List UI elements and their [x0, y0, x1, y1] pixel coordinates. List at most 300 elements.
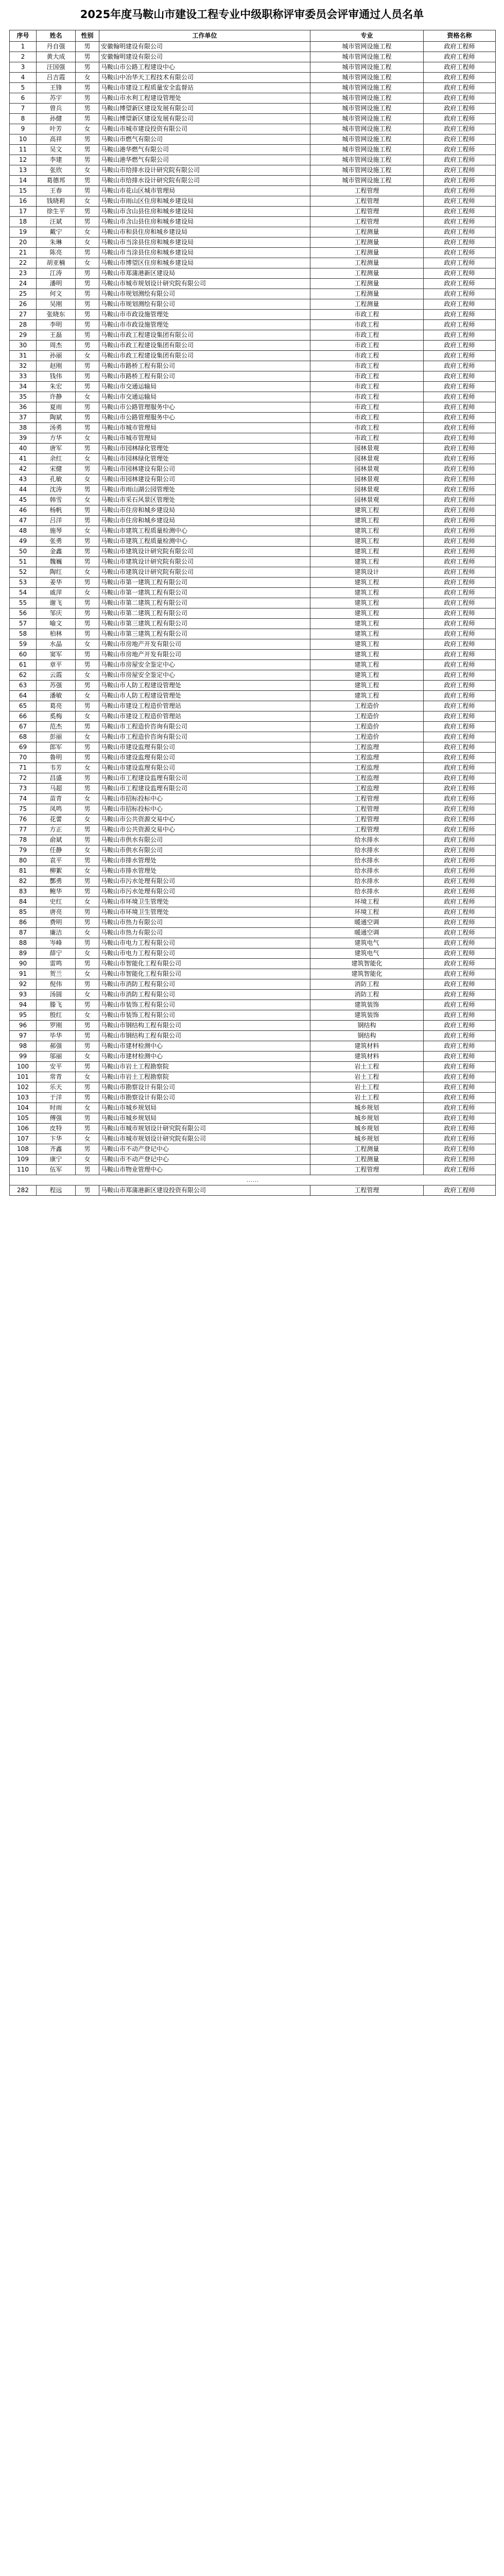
cell-employer: 马鞍山市建材检测中心	[99, 1052, 310, 1062]
cell-gender: 男	[76, 701, 99, 711]
cell-employer: 安徽翰明建设有限公司	[99, 42, 310, 52]
cell-gender: 女	[76, 124, 99, 134]
table-row	[10, 474, 496, 485]
cell-qualification: 政府工程师	[424, 588, 496, 598]
table-row	[10, 526, 496, 536]
cell-index: 24	[10, 279, 37, 289]
cell-qualification: 政府工程师	[424, 1124, 496, 1134]
cell-specialty: 建筑工程	[310, 681, 424, 691]
table-row	[10, 93, 496, 104]
cell-employer: 马鞍山市钢结构工程有限公司	[99, 1021, 310, 1031]
cell-index: 29	[10, 330, 37, 341]
cell-gender: 女	[76, 73, 99, 83]
cell-gender: 男	[76, 887, 99, 897]
cell-specialty: 城市管网设施工程	[310, 155, 424, 165]
cell-name: 吕洋	[37, 516, 76, 526]
cell-employer: 马鞍山市工程造价咨询有限公司	[99, 732, 310, 742]
cell-name: 倪伟	[37, 979, 76, 990]
cell-name: 窦军	[37, 650, 76, 660]
cell-name: 潘敏	[37, 691, 76, 701]
cell-name: 施琴	[37, 526, 76, 536]
cell-specialty: 给水排水	[310, 856, 424, 866]
cell-name: 薛宁	[37, 948, 76, 959]
cell-qualification: 政府工程师	[424, 701, 496, 711]
cell-name: 宋健	[37, 464, 76, 474]
table-row	[10, 804, 496, 815]
table-row	[10, 701, 496, 711]
cell-employer: 马鞍山市招标投标中心	[99, 804, 310, 815]
cell-name: 李建	[37, 155, 76, 165]
cell-qualification: 政府工程师	[424, 42, 496, 52]
cell-index: 101	[10, 1072, 37, 1082]
table-row	[10, 598, 496, 608]
cell-specialty: 岩土工程	[310, 1072, 424, 1082]
cell-employer: 马鞍山市园林绿化管理处	[99, 454, 310, 464]
cell-name: 姜华	[37, 578, 76, 588]
cell-specialty: 环境工程	[310, 897, 424, 907]
cell-specialty: 工程管理	[310, 217, 424, 227]
cell-employer: 马鞍山市不动产登记中心	[99, 1144, 310, 1155]
cell-employer: 马鞍山市博望区住房和城乡建设局	[99, 258, 310, 268]
cell-specialty: 城乡规划	[310, 1124, 424, 1134]
cell-specialty: 建筑工程	[310, 650, 424, 660]
cell-employer: 马鞍山市市政设施管理处	[99, 320, 310, 330]
cell-index: 8	[10, 114, 37, 124]
cell-employer: 马鞍山市和县住房和城乡建设局	[99, 227, 310, 238]
cell-index: 56	[10, 608, 37, 619]
cell-index: 13	[10, 165, 37, 176]
cell-qualification: 政府工程师	[424, 856, 496, 866]
cell-employer: 马鞍山博望新区建设发展有限公司	[99, 104, 310, 114]
cell-qualification: 政府工程师	[424, 279, 496, 289]
cell-index: 83	[10, 887, 37, 897]
cell-name: 彭丽	[37, 732, 76, 742]
cell-employer: 马鞍山市热力有限公司	[99, 918, 310, 928]
cell-name: 水晶	[37, 639, 76, 650]
cell-specialty: 市政工程	[310, 413, 424, 423]
cell-specialty: 给水排水	[310, 835, 424, 845]
cell-qualification: 政府工程师	[424, 979, 496, 990]
cell-qualification: 政府工程师	[424, 165, 496, 176]
cell-specialty: 建筑工程	[310, 619, 424, 629]
table-row	[10, 608, 496, 619]
cell-index: 22	[10, 258, 37, 268]
cell-gender: 男	[76, 907, 99, 918]
cell-index: 99	[10, 1052, 37, 1062]
cell-index: 81	[10, 866, 37, 876]
cell-qualification: 政府工程师	[424, 1052, 496, 1062]
cell-employer: 马鞍山市建筑工程质量检测中心	[99, 536, 310, 547]
cell-specialty: 园林景观	[310, 474, 424, 485]
table-row	[10, 186, 496, 196]
cell-gender: 男	[76, 1165, 99, 1175]
cell-name: 谢飞	[37, 598, 76, 608]
cell-employer: 马鞍山市消防工程有限公司	[99, 990, 310, 1000]
cell-employer: 马鞍山市建材检测中心	[99, 1041, 310, 1052]
cell-employer: 马鞍山市公共资源交易中心	[99, 825, 310, 835]
table-row	[10, 1052, 496, 1062]
cell-name: 陶斌	[37, 413, 76, 423]
cell-gender: 男	[76, 371, 99, 382]
cell-qualification: 政府工程师	[424, 454, 496, 464]
cell-index: 103	[10, 1093, 37, 1103]
cell-name: 唐军	[37, 444, 76, 454]
cell-specialty: 建筑工程	[310, 526, 424, 536]
cell-qualification: 政府工程师	[424, 526, 496, 536]
cell-gender: 女	[76, 1155, 99, 1165]
cell-employer: 马鞍山市物业管理中心	[99, 1165, 310, 1175]
cell-specialty: 工程管理	[310, 794, 424, 804]
cell-qualification: 政府工程师	[424, 289, 496, 299]
cell-gender: 男	[76, 1124, 99, 1134]
cell-qualification: 政府工程师	[424, 938, 496, 948]
cell-qualification: 政府工程师	[424, 495, 496, 505]
cell-specialty: 工程监理	[310, 742, 424, 753]
cell-index: 35	[10, 392, 37, 402]
table-row	[10, 835, 496, 845]
table-row	[10, 134, 496, 145]
table-row	[10, 1144, 496, 1155]
cell-specialty: 工程测量	[310, 268, 424, 279]
table-row	[10, 547, 496, 557]
cell-name: 朱宏	[37, 382, 76, 392]
cell-specialty: 园林景观	[310, 454, 424, 464]
cell-gender: 女	[76, 670, 99, 681]
cell-index: 62	[10, 670, 37, 681]
cell-index: 110	[10, 1165, 37, 1175]
cell-gender: 男	[76, 330, 99, 341]
cell-gender: 男	[76, 268, 99, 279]
cell-name: 王磊	[37, 330, 76, 341]
cell-employer: 马鞍山市雨山湖公园管理处	[99, 485, 310, 495]
cell-qualification: 政府工程师	[424, 866, 496, 876]
cell-employer: 马鞍山市工程造价咨询有限公司	[99, 722, 310, 732]
cell-name: 钱晓莉	[37, 196, 76, 207]
cell-gender: 女	[76, 969, 99, 979]
cell-specialty: 暖通空调	[310, 928, 424, 938]
cell-index: 282	[10, 1185, 37, 1196]
cell-specialty: 市政工程	[310, 351, 424, 361]
cell-gender: 男	[76, 186, 99, 196]
cell-employer: 马鞍山市建设工程造价管理站	[99, 701, 310, 711]
cell-qualification: 政府工程师	[424, 371, 496, 382]
ellipsis-cell: ……	[10, 1175, 496, 1185]
cell-index: 26	[10, 299, 37, 310]
cell-gender: 男	[76, 959, 99, 969]
cell-specialty: 工程测量	[310, 248, 424, 258]
cell-gender: 男	[76, 825, 99, 835]
table-header-row	[10, 30, 496, 42]
table-row	[10, 1072, 496, 1082]
cell-specialty: 市政工程	[310, 330, 424, 341]
cell-index: 67	[10, 722, 37, 732]
cell-gender: 女	[76, 845, 99, 856]
cell-specialty: 工程造价	[310, 711, 424, 722]
table-row	[10, 227, 496, 238]
cell-employer: 马鞍山市城市建设投资有限公司	[99, 124, 310, 134]
cell-name: 乐天	[37, 1082, 76, 1093]
cell-gender: 男	[76, 310, 99, 320]
cell-gender: 女	[76, 897, 99, 907]
cell-specialty: 建筑工程	[310, 691, 424, 701]
cell-qualification: 政府工程师	[424, 73, 496, 83]
cell-name: 江涛	[37, 268, 76, 279]
cell-name: 喻文	[37, 619, 76, 629]
cell-employer: 马鞍山市勘察设计有限公司	[99, 1082, 310, 1093]
cell-employer: 马鞍山市城乡规划局	[99, 1103, 310, 1113]
table-row	[10, 784, 496, 794]
cell-name: 于洋	[37, 1093, 76, 1103]
cell-qualification: 政府工程师	[424, 959, 496, 969]
cell-gender: 男	[76, 722, 99, 732]
cell-qualification: 政府工程师	[424, 804, 496, 815]
cell-qualification: 政府工程师	[424, 732, 496, 742]
cell-gender: 男	[76, 1093, 99, 1103]
cell-specialty: 建筑工程	[310, 629, 424, 639]
cell-qualification: 政府工程师	[424, 1010, 496, 1021]
cell-specialty: 城乡规划	[310, 1113, 424, 1124]
cell-index: 106	[10, 1124, 37, 1134]
cell-specialty: 工程监理	[310, 753, 424, 763]
cell-gender: 男	[76, 547, 99, 557]
table-row	[10, 825, 496, 835]
table-row	[10, 52, 496, 62]
cell-employer: 马鞍山市建筑设计研究院有限公司	[99, 557, 310, 567]
cell-name: 陶红	[37, 567, 76, 578]
cell-qualification: 政府工程师	[424, 557, 496, 567]
table-row	[10, 104, 496, 114]
cell-gender: 女	[76, 691, 99, 701]
cell-specialty: 市政工程	[310, 392, 424, 402]
cell-employer: 马鞍山市工程建设监理有限公司	[99, 784, 310, 794]
cell-name: 胡亚楠	[37, 258, 76, 268]
cell-name: 黄大成	[37, 52, 76, 62]
cell-index: 11	[10, 145, 37, 155]
cell-index: 71	[10, 763, 37, 773]
table-row	[10, 1185, 496, 1196]
cell-qualification: 政府工程师	[424, 619, 496, 629]
cell-index: 42	[10, 464, 37, 474]
table-row	[10, 887, 496, 897]
cell-qualification: 政府工程师	[424, 1000, 496, 1010]
cell-name: 汤圆	[37, 990, 76, 1000]
cell-name: 汪国强	[37, 62, 76, 73]
cell-index: 54	[10, 588, 37, 598]
cell-index: 58	[10, 629, 37, 639]
cell-employer: 马鞍山市给排水设计研究院有限公司	[99, 176, 310, 186]
cell-index: 12	[10, 155, 37, 165]
cell-qualification: 政府工程师	[424, 825, 496, 835]
cell-index: 4	[10, 73, 37, 83]
table-row	[10, 289, 496, 299]
cell-employer: 马鞍山市建设监理有限公司	[99, 742, 310, 753]
cell-index: 32	[10, 361, 37, 371]
cell-specialty: 给水排水	[310, 887, 424, 897]
cell-name: 廉洁	[37, 928, 76, 938]
cell-name: 唐亮	[37, 907, 76, 918]
cell-qualification: 政府工程师	[424, 1185, 496, 1196]
table-row	[10, 732, 496, 742]
cell-index: 25	[10, 289, 37, 299]
cell-index: 68	[10, 732, 37, 742]
cell-qualification: 政府工程师	[424, 969, 496, 979]
cell-employer: 马鞍山市第二建筑工程有限公司	[99, 608, 310, 619]
table-row	[10, 629, 496, 639]
cell-qualification: 政府工程师	[424, 763, 496, 773]
cell-specialty: 工程管理	[310, 1185, 424, 1196]
cell-index: 80	[10, 856, 37, 866]
cell-index: 96	[10, 1021, 37, 1031]
cell-specialty: 工程管理	[310, 815, 424, 825]
cell-employer: 马鞍山市第一建筑工程有限公司	[99, 588, 310, 598]
cell-name: 周杰	[37, 341, 76, 351]
cell-index: 73	[10, 784, 37, 794]
cell-index: 88	[10, 938, 37, 948]
cell-employer: 安徽翰明建设有限公司	[99, 52, 310, 62]
cell-gender: 女	[76, 1072, 99, 1082]
cell-name: 叶芳	[37, 124, 76, 134]
cell-specialty: 园林景观	[310, 444, 424, 454]
cell-name: 酆勇	[37, 876, 76, 887]
cell-gender: 男	[76, 1000, 99, 1010]
cell-specialty: 建筑装饰	[310, 1010, 424, 1021]
cell-index: 85	[10, 907, 37, 918]
cell-gender: 男	[76, 505, 99, 516]
cell-name: 丹自强	[37, 42, 76, 52]
cell-specialty: 市政工程	[310, 423, 424, 433]
table-row	[10, 1010, 496, 1021]
cell-employer: 马鞍山市供水有限公司	[99, 845, 310, 856]
cell-name: 汪斌	[37, 217, 76, 227]
cell-gender: 女	[76, 948, 99, 959]
cell-name: 张晓东	[37, 310, 76, 320]
cell-employer: 马鞍山市公路工程建设中心	[99, 62, 310, 73]
cell-specialty: 城市管网设施工程	[310, 42, 424, 52]
cell-specialty: 建筑工程	[310, 505, 424, 516]
cell-qualification: 政府工程师	[424, 62, 496, 73]
cell-index: 6	[10, 93, 37, 104]
cell-gender: 男	[76, 42, 99, 52]
cell-name: 鲁明	[37, 753, 76, 763]
cell-employer: 马鞍山市城市规划设计研究院有限公司	[99, 279, 310, 289]
cell-name: 高祥	[37, 134, 76, 145]
cell-employer: 马鞍山市电力工程有限公司	[99, 948, 310, 959]
cell-gender: 男	[76, 423, 99, 433]
cell-name: 潘明	[37, 279, 76, 289]
table-row	[10, 268, 496, 279]
cell-index: 30	[10, 341, 37, 351]
table-row	[10, 1155, 496, 1165]
cell-employer: 马鞍山市建筑工程质量检测中心	[99, 526, 310, 536]
cell-index: 74	[10, 794, 37, 804]
cell-gender: 男	[76, 979, 99, 990]
table-row	[10, 433, 496, 444]
cell-index: 16	[10, 196, 37, 207]
cell-index: 102	[10, 1082, 37, 1093]
cell-employer: 马鞍山市城乡规划局	[99, 1113, 310, 1124]
cell-qualification: 政府工程师	[424, 52, 496, 62]
cell-gender: 女	[76, 474, 99, 485]
cell-name: 吴刚	[37, 299, 76, 310]
header-specialty: 专业	[310, 30, 424, 42]
cell-index: 104	[10, 1103, 37, 1113]
cell-specialty: 市政工程	[310, 402, 424, 413]
cell-employer: 马鞍山市交通运输局	[99, 392, 310, 402]
cell-gender: 男	[76, 52, 99, 62]
table-row	[10, 969, 496, 979]
cell-gender: 女	[76, 433, 99, 444]
cell-employer: 马鞍山市市政设施管理处	[99, 310, 310, 320]
table-row	[10, 1000, 496, 1010]
table-row	[10, 918, 496, 928]
table-row	[10, 815, 496, 825]
table-row	[10, 691, 496, 701]
cell-specialty: 工程测量	[310, 1155, 424, 1165]
cell-employer: 马鞍山市含山县住房和城乡建设局	[99, 217, 310, 227]
cell-employer: 马鞍山市装饰工程有限公司	[99, 1010, 310, 1021]
cell-index: 14	[10, 176, 37, 186]
table-row	[10, 83, 496, 93]
cell-employer: 马鞍山市智能化工程有限公司	[99, 969, 310, 979]
cell-qualification: 政府工程师	[424, 299, 496, 310]
cell-name: 许静	[37, 392, 76, 402]
cell-employer: 马鞍山市勘察设计有限公司	[99, 1093, 310, 1103]
cell-index: 45	[10, 495, 37, 505]
cell-qualification: 政府工程师	[424, 650, 496, 660]
table-row	[10, 1103, 496, 1113]
table-row	[10, 1124, 496, 1134]
cell-name: 金鑫	[37, 547, 76, 557]
cell-qualification: 政府工程师	[424, 505, 496, 516]
table-row	[10, 238, 496, 248]
cell-specialty: 工程造价	[310, 732, 424, 742]
table-row	[10, 217, 496, 227]
cell-specialty: 建筑工程	[310, 516, 424, 526]
cell-employer: 马鞍山市消防工程有限公司	[99, 979, 310, 990]
cell-specialty: 工程造价	[310, 722, 424, 732]
cell-name: 史红	[37, 897, 76, 907]
table-row	[10, 454, 496, 464]
cell-qualification: 政府工程师	[424, 608, 496, 619]
cell-qualification: 政府工程师	[424, 918, 496, 928]
cell-name: 任静	[37, 845, 76, 856]
cell-employer: 马鞍山市含山县住房和城乡建设局	[99, 207, 310, 217]
cell-index: 61	[10, 660, 37, 670]
cell-employer: 马鞍山市住房和城乡建设局	[99, 505, 310, 516]
cell-qualification: 政府工程师	[424, 784, 496, 794]
cell-qualification: 政府工程师	[424, 392, 496, 402]
cell-employer: 马鞍山市当涂县住房和城乡建设局	[99, 238, 310, 248]
cell-qualification: 政府工程师	[424, 413, 496, 423]
cell-name: 曾兵	[37, 104, 76, 114]
cell-gender: 男	[76, 753, 99, 763]
cell-index: 90	[10, 959, 37, 969]
cell-gender: 男	[76, 289, 99, 299]
result-table	[9, 30, 496, 1196]
cell-qualification: 政府工程师	[424, 876, 496, 887]
table-row	[10, 866, 496, 876]
table-row	[10, 351, 496, 361]
cell-gender: 女	[76, 495, 99, 505]
table-row	[10, 948, 496, 959]
cell-gender: 男	[76, 1113, 99, 1124]
cell-index: 46	[10, 505, 37, 516]
cell-qualification: 政府工程师	[424, 681, 496, 691]
cell-employer: 马鞍山市电力工程有限公司	[99, 938, 310, 948]
header-index: 序号	[10, 30, 37, 42]
cell-employer: 马鞍山市第三建筑工程有限公司	[99, 629, 310, 639]
cell-gender: 女	[76, 1052, 99, 1062]
